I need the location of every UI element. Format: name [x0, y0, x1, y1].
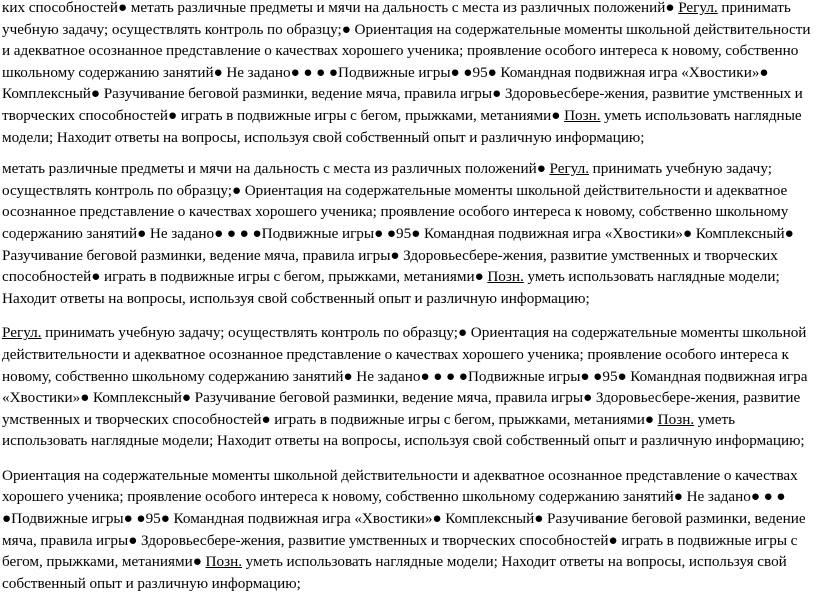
paragraph-2 [2, 158, 814, 309]
paragraph-3-pozn-label: Позн. [657, 410, 695, 428]
paragraph-2-text-c: уметь использовать наглядные модели; Находит ответы на вопросы, используя свой собственный опыт и различную информацию; [2, 268, 780, 307]
paragraph-2-text-a: метать различные предметы и мячи на дальность с места из различных положений● [2, 160, 550, 178]
paragraph-3-text-b: принимать учебную задачу; осуществлять контроль по образцу;● Ориентация на содержательные моменты школьной действительности и адекватное осознанное представление о качествах хорошего ученика; проявление особого интереса к новому, собственно школьному содержанию занятий● Не задано● ● ● ●Подвижные игры● ●95● Командная подвижная игра «Хвостики»● Комплексный● Разучивание беговой разминки, ведение мяча, правила игры● Здоровьесбере-жения, развитие умственных и творческих способностей● играть в подвижные игры с бегом, прыжками, метаниями● [2, 324, 808, 428]
paragraph-3-text-c: уметь использовать наглядные модели; Находит ответы на вопросы, используя свой собственный опыт и различную информацию; [2, 410, 805, 450]
paragraph-4 [2, 465, 814, 594]
paragraph-1-text-c: уметь использовать наглядные модели; Находит ответы на вопросы, используя свой собственный опыт и различную информацию; [2, 106, 802, 146]
paragraph-4-text-a: Ориентация на содержательные моменты школьной действительности и адекватное осознанное представление о качествах хорошего ученика; проявление особого интереса к новому, собственно школьному содержанию занятий● Не задано● ● ● ●Подвижные игры● ●95● Командная подвижная игра «Хвостики»● Комплексный● Разучивание беговой разминки, ведение мяча, правила игры● Здоровьесбере-жения, развитие умственных и творческих способностей● играть в подвижные игры с бегом, прыжками, метаниями● [2, 466, 806, 571]
paragraph-2-regul-label: Регул. [549, 160, 589, 178]
paragraph-4-text-c: уметь использовать наглядные модели; Находит ответы на вопросы, используя свой собственный опыт и различную информацию; [2, 553, 787, 592]
paragraph-1-text-a: ких способностей● метать различные предметы и мячи на дальность с места из различных положений● [2, 0, 679, 16]
paragraph-1-regul-label: Регул. [678, 0, 718, 16]
paragraph-1 [2, 0, 814, 148]
paragraph-1-pozn-label: Позн. [564, 106, 601, 124]
paragraph-2-text-b: принимать учебную задачу; осуществлять контроль по образцу;● Ориентация на содержательные моменты школьной действительности и адекватное осознанное представление о качествах хорошего ученика; проявление особого интереса к новому, собственно школьному содержанию занятий● Не задано● ● ● ●Подвижные игры● ●95● Командная подвижная игра «Хвостики»● Комплексный● Разучивание беговой разминки, ведение мяча, правила игры● Здоровьесбере-жения, развитие умственных и творческих способностей● играть в подвижные игры с бегом, прыжками, метаниями● [2, 160, 794, 286]
paragraph-2-pozn-label: Позн. [487, 268, 524, 286]
paragraph-1-text-b: принимать учебную задачу; осуществлять контроль по образцу;● Ориентация на содержательные моменты школьной действительности и адекватное осознанное представление о качествах хорошего ученика; проявление особого интереса к новому, собственно школьному содержанию занятий● Не задано● ● ● ●Подвижные игры● ●95● Командная подвижная игра «Хвостики»● Комплексный● Разучивание беговой разминки, ведение мяча, правила игры● Здоровьесбере-жения, развитие умственных и творческих способностей● играть в подвижные игры с бегом, прыжками, метаниями● [2, 0, 811, 124]
paragraph-4-pozn-label: Позн. [205, 553, 243, 571]
paragraph-3-regul-label: Регул. [2, 324, 42, 342]
paragraph-3 [2, 322, 814, 452]
